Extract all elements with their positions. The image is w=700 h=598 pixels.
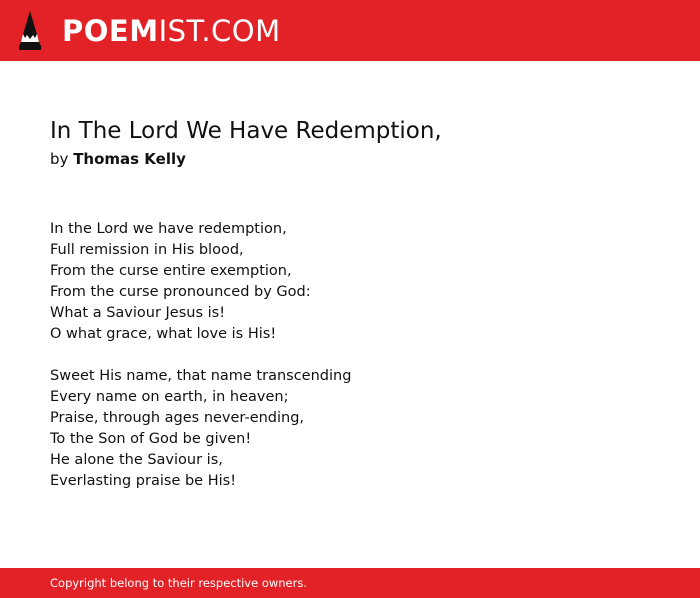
poem-body	[50, 219, 351, 513]
stanza	[50, 366, 351, 492]
poem-line: Praise, through ages never-ending,	[50, 410, 305, 426]
author-name: Thomas Kelly	[73, 150, 186, 168]
poem-line: From the curse pronounced by God:	[50, 284, 311, 300]
poem-line: To the Son of God be given!	[50, 431, 252, 447]
poem-line: Every name on earth, in heaven;	[50, 389, 289, 405]
poem-line: Full remission in His blood,	[50, 242, 244, 258]
site-logo[interactable]	[62, 14, 281, 48]
site-header	[0, 0, 700, 61]
poem-line: From the curse entire exemption,	[50, 263, 292, 279]
logo-text-light: IST.COM	[158, 14, 281, 48]
copyright-text: Copyright belong to their respective owners.	[50, 576, 308, 590]
logo-text-bold: POEM	[62, 14, 159, 48]
poem-line: He alone the Saviour is,	[50, 452, 223, 468]
poem-line: O what grace, what love is His!	[50, 326, 277, 342]
site-footer	[0, 568, 700, 598]
pencil-logo-icon[interactable]	[18, 10, 42, 51]
poem-line: Sweet His name, that name transcending	[50, 368, 352, 384]
by-label: by	[50, 150, 69, 168]
poem-line: In the Lord we have redemption,	[50, 221, 287, 237]
poem-line: Everlasting praise be His!	[50, 473, 237, 489]
stanza	[50, 219, 351, 345]
poem-title: In The Lord We Have Redemption,	[50, 118, 442, 144]
poem-line: What a Saviour Jesus is!	[50, 305, 226, 321]
poem-byline	[50, 149, 186, 169]
